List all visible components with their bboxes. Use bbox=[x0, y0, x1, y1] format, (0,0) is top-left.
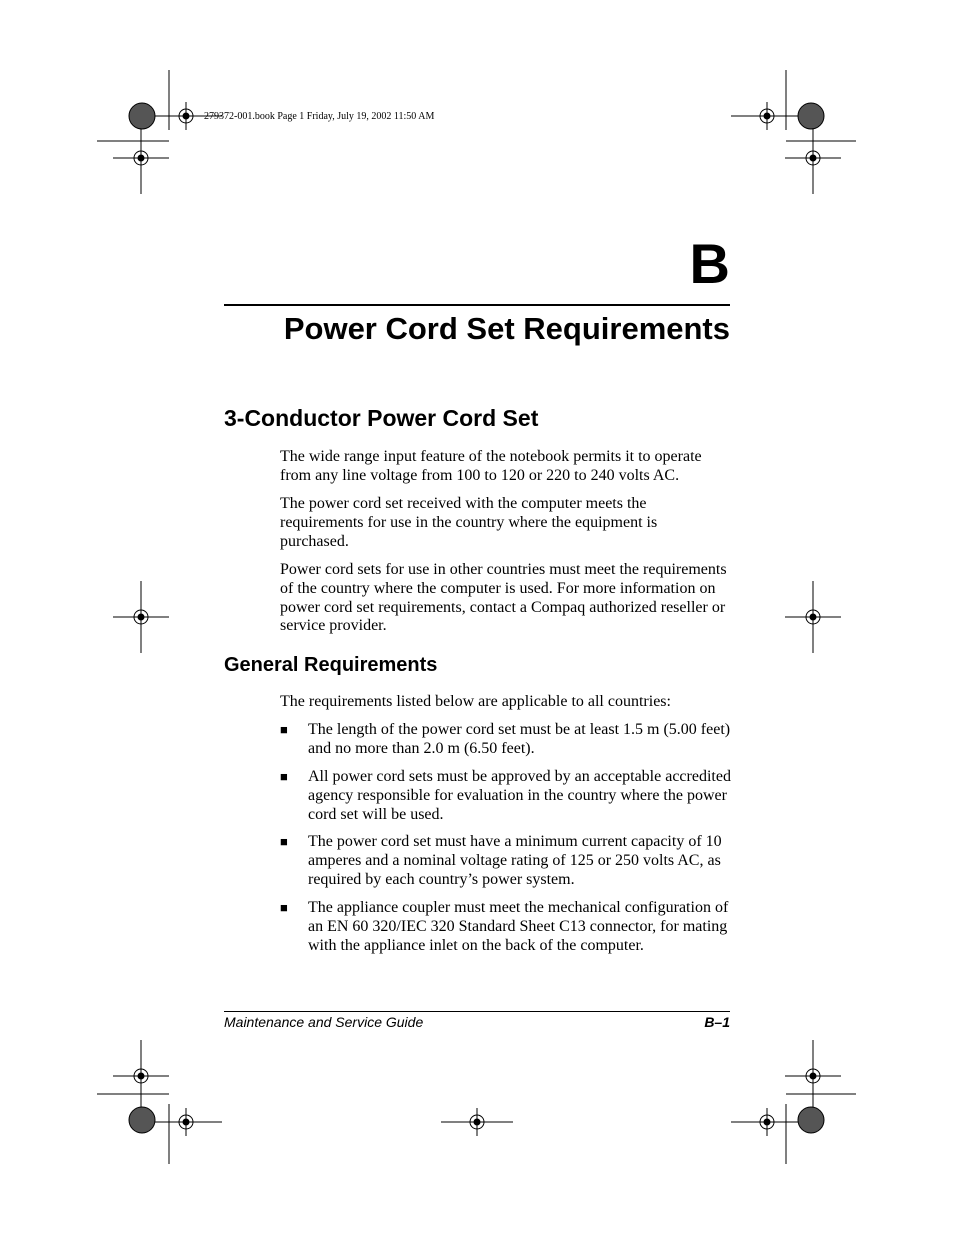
chapter-title: Power Cord Set Requirements bbox=[283, 311, 730, 346]
footer-rule bbox=[224, 1011, 730, 1012]
list-item: The power cord set must have a minimum current capacity of 10 amperes and a nominal voltage rating of 125 or 250 volts AC, as required by each country’s power system. bbox=[308, 833, 722, 888]
list-item: All power cord sets must be approved by an acceptable accredited agency responsible for evaluation in the country where the power cord set will be used. bbox=[308, 768, 731, 823]
list-item: The length of the power cord set must be at least 1.5 m (5.00 feet) and no more than 2.0 m (6.50 feet). bbox=[308, 721, 731, 757]
page-number: B–1 bbox=[704, 1014, 730, 1030]
bullet-icon: ■ bbox=[280, 900, 288, 915]
bullet-icon: ■ bbox=[280, 769, 288, 784]
paragraph: Power cord sets for use in other countries must meet the requirements of the country where the computer is used. For more information on power cord set requirements, contact a Compaq authorized reseller or service provider. bbox=[280, 561, 727, 635]
bullet-icon: ■ bbox=[280, 722, 288, 737]
paragraph: The wide range input feature of the notebook permits it to operate from any line voltage from 100 to 120 or 220 to 240 volts AC. bbox=[280, 448, 702, 484]
slug-line: 279372-001.book Page 1 Friday, July 19, 2002 11:50 AM bbox=[204, 111, 435, 122]
chapter-letter: B bbox=[689, 232, 730, 295]
intro-text: The requirements listed below are applicable to all countries: bbox=[280, 693, 671, 710]
chapter-rule bbox=[224, 304, 730, 306]
bullet-icon: ■ bbox=[280, 834, 288, 849]
subsection-heading: General Requirements bbox=[224, 654, 438, 676]
section-heading: 3-Conductor Power Cord Set bbox=[224, 405, 539, 431]
list-item: The appliance coupler must meet the mechanical configuration of an EN 60 320/IEC 320 Standard Sheet C13 connector, for mating with the appliance inlet on the back of the computer. bbox=[308, 899, 729, 954]
footer-title: Maintenance and Service Guide bbox=[224, 1014, 424, 1030]
paragraph: The power cord set received with the computer meets the requirements for use in the country where the equipment is purchased. bbox=[280, 495, 658, 550]
